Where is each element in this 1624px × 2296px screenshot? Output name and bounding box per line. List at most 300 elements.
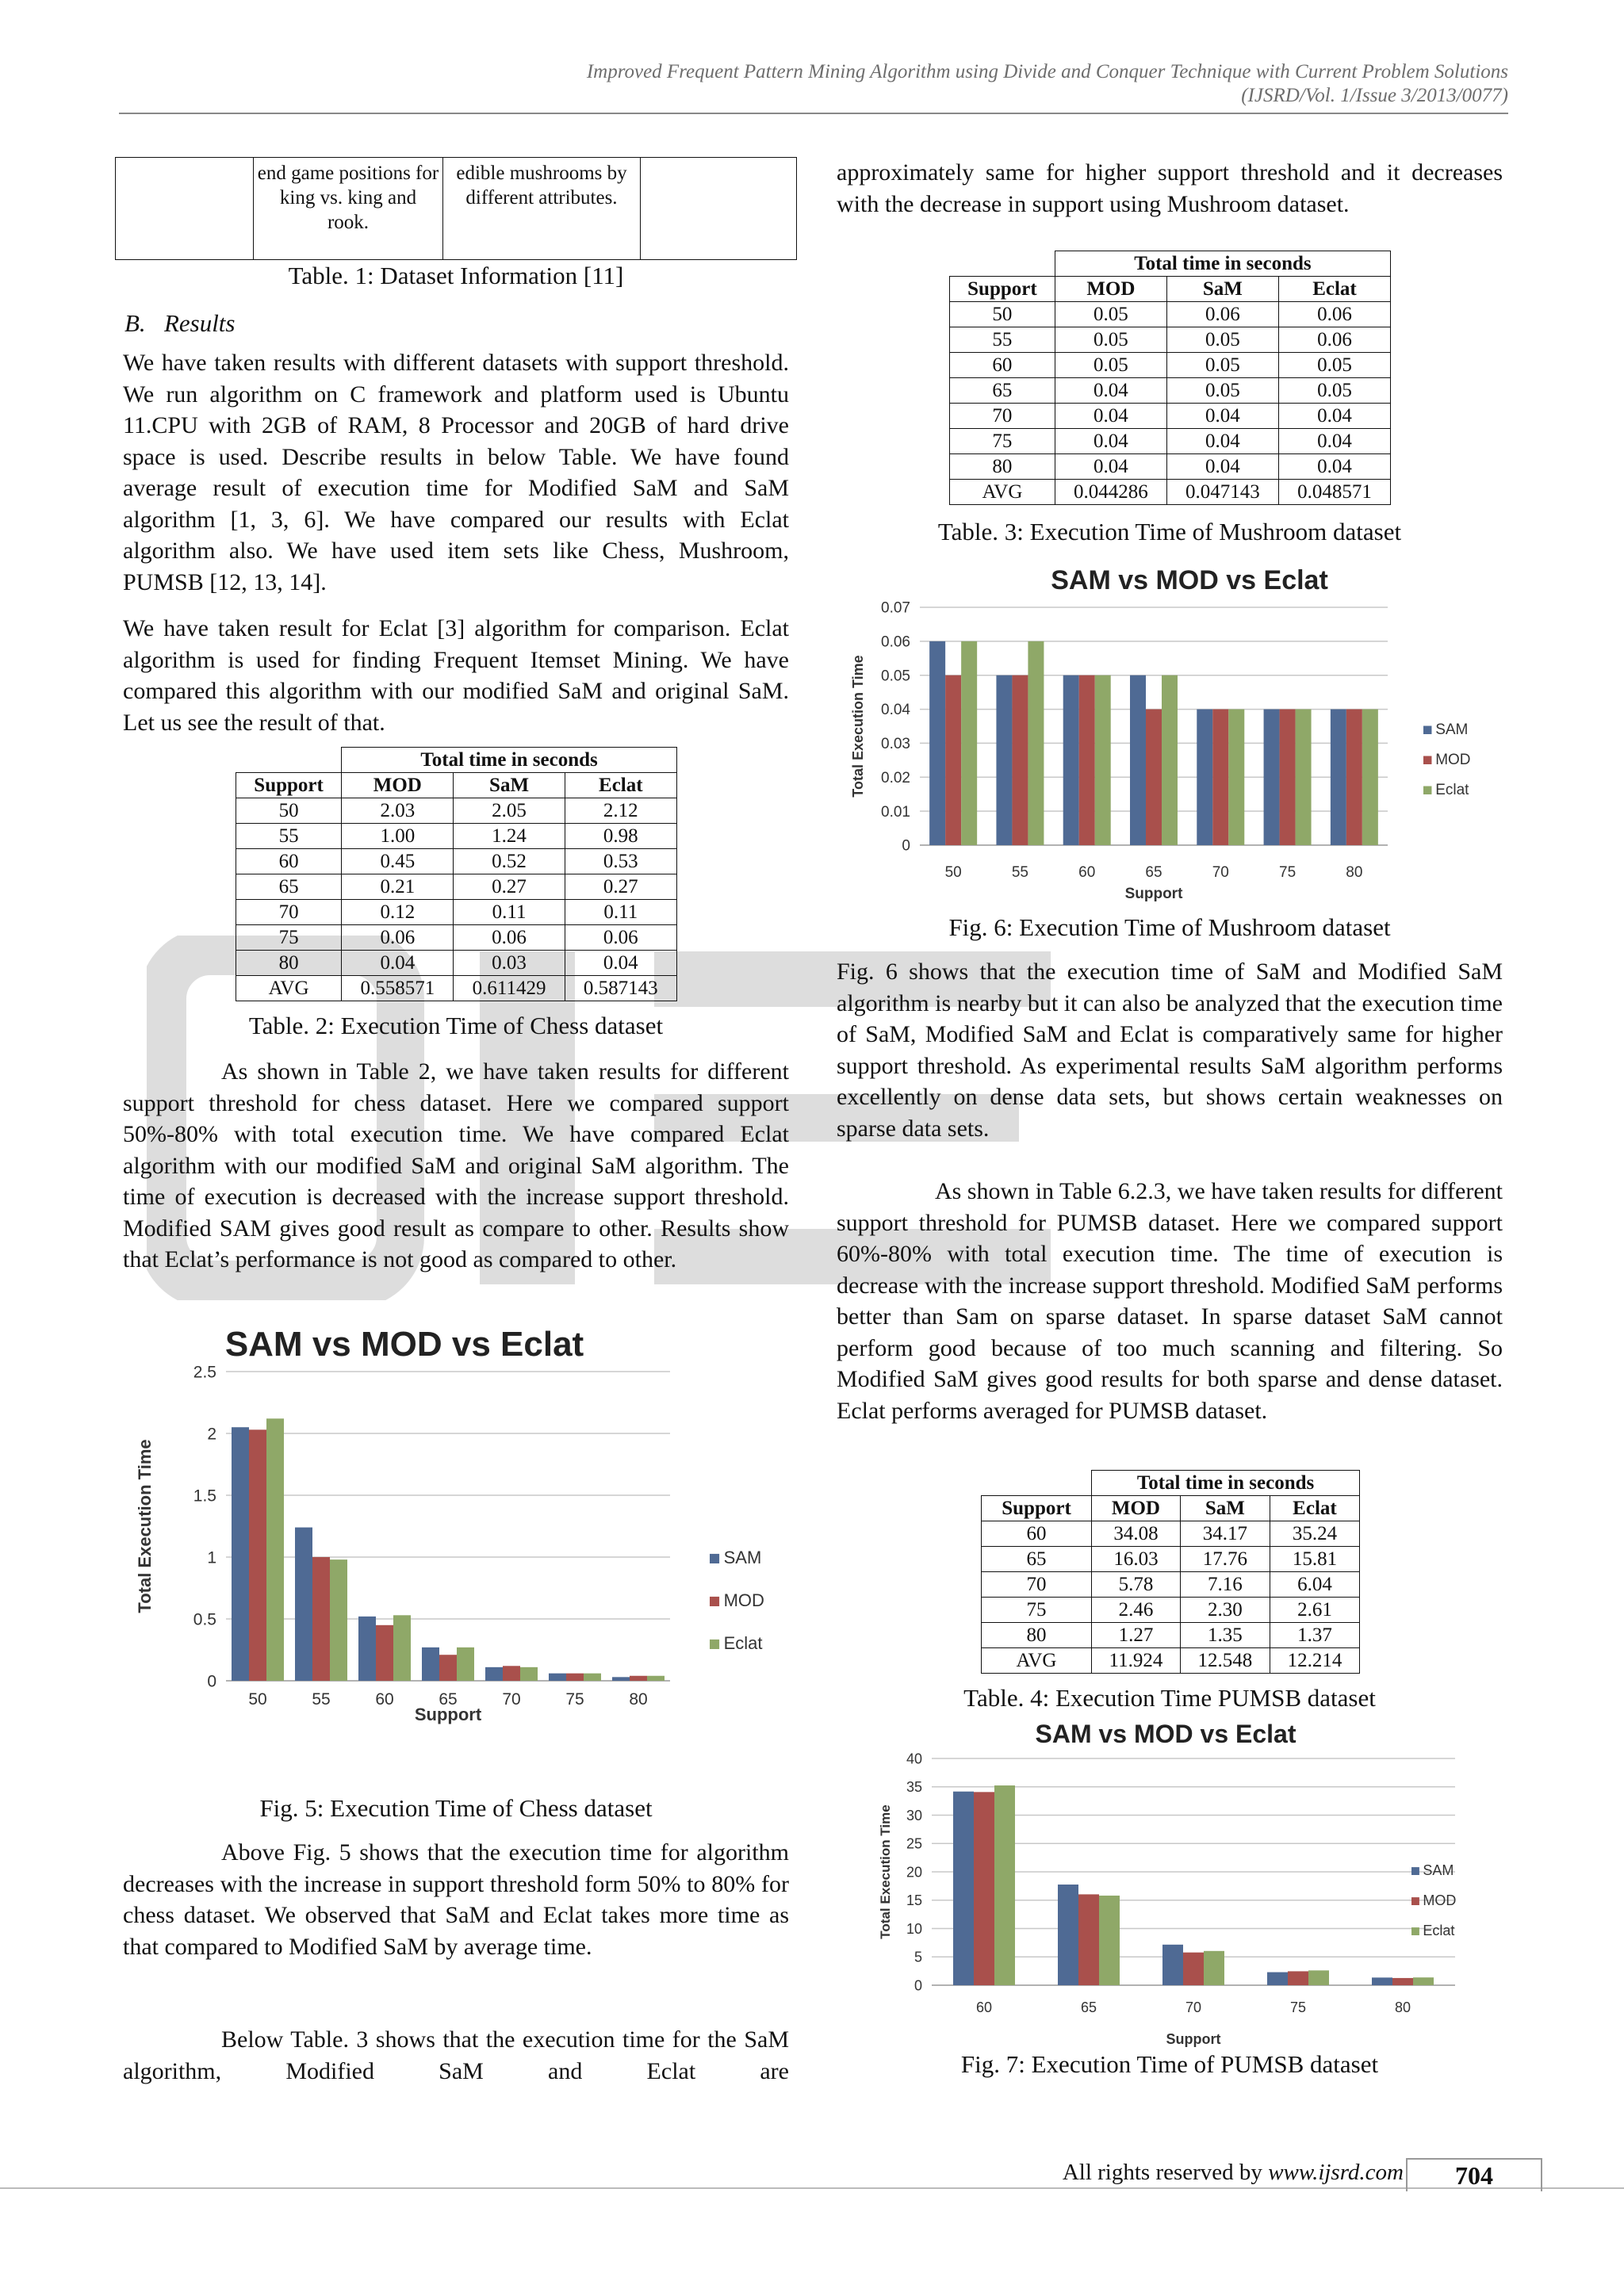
legend-swatch-mod: [1411, 1897, 1419, 1905]
bar-eclat: [330, 1559, 347, 1681]
paragraph-text: As shown in Table 6.2.3, we have taken results for different support threshold for PUMSB dataset. Here we compared support 60%-80% with total execution time. The time of execution is decrease with the increase support threshold. Modified SaM performs better than Sam on sparse dataset. In sparse dataset SaM cannot perform good because of too much scanning and filtering. So Modified SaM gives good results for both sparse and dense dataset. Eclat performs averaged for PUMSB dataset.: [837, 1178, 1503, 1424]
y-tick-label: 2: [207, 1425, 216, 1444]
table-row: [982, 1547, 1360, 1572]
table-cell: 80: [950, 454, 1055, 480]
bar-sam: [1197, 710, 1212, 845]
left-paragraph-2: [123, 613, 789, 738]
y-tick-label: 0: [207, 1672, 216, 1691]
footer-site-link[interactable]: www.ijsrd.com: [1268, 2160, 1404, 2185]
bar-sam: [1063, 675, 1079, 845]
table1-cell: [641, 158, 797, 260]
x-tick-label: 55: [312, 1690, 331, 1709]
legend-swatch-eclat: [1423, 786, 1431, 794]
table-cell: 1.00: [342, 824, 454, 849]
x-axis-label: Support: [1124, 886, 1183, 902]
table-cell: 0.03: [454, 951, 565, 976]
paragraph-text: As shown in Table 2, we have taken results for different support threshold for chess dataset. Here we compared support 50%-80% with total execution time. We have compared Eclat algorithm with our modified SaM and original SaM algorithm. The time of execution is decreased with the increase support threshold. Modified SAM gives good result as compare to other. Results show that Eclat’s performance is not good as compared to other.: [123, 1058, 789, 1272]
col-header: Support: [982, 1496, 1092, 1521]
bar-eclat: [1413, 1977, 1434, 1985]
bar-sam: [1058, 1885, 1078, 1985]
x-tick-label: 65: [439, 1690, 458, 1709]
table-cell: 34.17: [1180, 1521, 1270, 1547]
col-header: Eclat: [565, 773, 676, 798]
table-row: [982, 1521, 1360, 1547]
legend-swatch-mod: [1423, 756, 1431, 764]
table-cell: 12.548: [1180, 1648, 1270, 1674]
bar-mod: [566, 1674, 584, 1681]
y-tick-label: 1: [207, 1548, 216, 1567]
table-cell: 2.46: [1092, 1598, 1181, 1623]
table-cell: 0.06: [565, 925, 676, 951]
table-cell: 0.04: [1166, 454, 1278, 480]
table-cell: 0.53: [565, 849, 676, 874]
y-tick-label: 0.03: [881, 736, 910, 753]
paragraph-text: Below Table. 3 shows that the execution time for the SaM algorithm, Modified SaM and Eclat are: [123, 2026, 789, 2084]
x-tick-label: 70: [1185, 1999, 1202, 2015]
bar-sam: [1130, 675, 1146, 845]
bar-mod: [630, 1676, 647, 1681]
col-header: Support: [236, 773, 342, 798]
bar-mod: [1146, 710, 1162, 845]
table-cell: 65: [950, 378, 1055, 404]
bar-sam: [612, 1677, 630, 1681]
bar-sam: [1372, 1977, 1392, 1985]
bar-eclat: [961, 641, 977, 845]
col-header: SaM: [1180, 1496, 1270, 1521]
table-row: [236, 874, 677, 900]
paper-title-header: Improved Frequent Pattern Mining Algorithm using Divide and Conquer Technique with Current Problem Solutions: [586, 61, 1508, 82]
table-cell: 0.044286: [1055, 480, 1166, 505]
bar-sam: [1264, 710, 1280, 845]
table3-body: [950, 302, 1391, 505]
paragraph-text: We have taken results with different datasets with support threshold. We run algorithm on C framework and platform used is Ubuntu 11.CPU with 2GB of RAM, 8 Processor and 20GB of hard drive space is used. Describe results in below Table. We have found average result of execution time for Modified SaM and SaM algorithm [1, 3, 6]. We have compared our results with Eclat algorithm also. We have used item sets like Chess, Mushroom, PUMSB [12, 13, 14].: [123, 350, 789, 595]
table-cell: 0.04: [1055, 404, 1166, 429]
right-paragraph-3: [837, 1176, 1503, 1426]
y-tick-label: 1.5: [193, 1487, 216, 1506]
y-tick-label: 15: [906, 1892, 922, 1909]
table-cell: 75: [236, 925, 342, 951]
table-cell: 0.98: [565, 824, 676, 849]
table-cell: 0.06: [1278, 327, 1390, 353]
left-paragraph-1: [123, 347, 789, 598]
col-header: MOD: [342, 773, 454, 798]
table-cell: 75: [950, 429, 1055, 454]
table-row: [950, 327, 1391, 353]
table-cell: 0.04: [342, 951, 454, 976]
x-axis-label: Support: [414, 1705, 482, 1724]
table-cell: 1.27: [1092, 1623, 1181, 1648]
col-header: MOD: [1092, 1496, 1181, 1521]
bar-eclat: [1028, 641, 1044, 845]
y-axis-label: Total Execution Time: [850, 655, 866, 798]
x-tick-label: 65: [1080, 1999, 1097, 2015]
table-row: [950, 302, 1391, 327]
journal-issue: (IJSRD/Vol. 1/Issue 3/2013/0077): [1241, 85, 1508, 106]
bar-eclat: [1204, 1951, 1224, 1985]
table-cell: 50: [950, 302, 1055, 327]
table-row: [982, 1623, 1360, 1648]
col-header: Eclat: [1270, 1496, 1359, 1521]
y-tick-label: 2.5: [193, 1363, 216, 1382]
y-tick-label: 0.05: [881, 668, 910, 685]
table-cell: 80: [982, 1623, 1092, 1648]
table-row: [236, 976, 677, 1001]
x-tick-label: 50: [944, 864, 962, 881]
table-cell: 55: [236, 824, 342, 849]
table-cell: 0.05: [1166, 353, 1278, 378]
table-row: [950, 404, 1391, 429]
table3-mushroom: [949, 251, 1391, 505]
left-paragraph-3: [123, 1056, 789, 1276]
fig5-chart: [127, 1308, 825, 1784]
table-row: [236, 951, 677, 976]
left-paragraph-4: [123, 1837, 789, 1962]
bar-eclat: [1362, 710, 1378, 845]
chart-title: SAM vs MOD vs Eclat: [1035, 1720, 1297, 1748]
x-tick-label: 80: [629, 1690, 648, 1709]
table4-pumsb: [981, 1470, 1360, 1674]
table-cell: 0.04: [1278, 404, 1390, 429]
table-corner: [236, 748, 342, 773]
x-tick-label: 50: [248, 1690, 267, 1709]
table-cell: 15.81: [1270, 1547, 1359, 1572]
header-rule: [119, 113, 1508, 114]
table-cell: 0.05: [1278, 353, 1390, 378]
table-row: [236, 798, 677, 824]
table2-group-header: Total time in seconds: [342, 748, 677, 773]
table-cell: 0.06: [454, 925, 565, 951]
table-row: [236, 849, 677, 874]
y-tick-label: 25: [906, 1835, 922, 1852]
table-cell: 0.611429: [454, 976, 565, 1001]
y-tick-label: 35: [906, 1779, 922, 1796]
bar-sam: [996, 675, 1012, 845]
table-cell: AVG: [236, 976, 342, 1001]
table-row: [950, 480, 1391, 505]
table-cell: 6.04: [1270, 1572, 1359, 1598]
bar-mod: [1079, 675, 1095, 845]
table-cell: 0.05: [1055, 302, 1166, 327]
chart-title: SAM vs MOD vs Eclat: [224, 1325, 584, 1364]
bar-mod: [1392, 1978, 1413, 1985]
col-header: SaM: [454, 773, 565, 798]
y-tick-label: 0.06: [881, 633, 910, 651]
x-tick-label: 75: [1279, 864, 1297, 881]
right-paragraph-2: [837, 956, 1503, 1144]
section-label: B.: [124, 309, 146, 337]
bar-mod: [945, 675, 961, 845]
table-cell: 0.04: [1166, 404, 1278, 429]
bar-eclat: [393, 1615, 411, 1681]
table-cell: 0.587143: [565, 976, 676, 1001]
table-cell: 70: [950, 404, 1055, 429]
y-tick-label: 0.01: [881, 803, 910, 821]
x-axis-label: Support: [1166, 2031, 1221, 2047]
bar-eclat: [1296, 710, 1312, 845]
table-cell: 16.03: [1092, 1547, 1181, 1572]
table-row: [236, 925, 677, 951]
y-tick-label: 0: [902, 837, 910, 855]
table-cell: 0.45: [342, 849, 454, 874]
table-cell: 65: [982, 1547, 1092, 1572]
legend-label: Eclat: [1435, 782, 1469, 798]
fig6-chart: [841, 561, 1491, 910]
table1-dataset-info: [115, 157, 797, 260]
table-cell: 55: [950, 327, 1055, 353]
table-cell: 60: [982, 1521, 1092, 1547]
bar-sam: [929, 641, 945, 845]
bar-sam: [1162, 1945, 1183, 1985]
table-cell: 11.924: [1092, 1648, 1181, 1674]
legend-swatch-sam: [1411, 1867, 1419, 1875]
table-cell: 0.05: [1166, 327, 1278, 353]
footer-rights-text: All rights reserved by: [1062, 2160, 1269, 2185]
table-row: [982, 1648, 1360, 1674]
table-row: [950, 353, 1391, 378]
bar-mod: [1280, 710, 1296, 845]
table-cell: 0.04: [1055, 429, 1166, 454]
table-row: [236, 824, 677, 849]
x-tick-label: 80: [1346, 864, 1363, 881]
bar-eclat: [1095, 675, 1111, 845]
x-tick-label: 60: [1078, 864, 1096, 881]
fig7-chart: [856, 1717, 1475, 2058]
legend-swatch-sam: [710, 1554, 719, 1563]
table1-cell: [116, 158, 254, 260]
bar-sam: [953, 1792, 974, 1985]
table3-group-header: Total time in seconds: [1055, 251, 1390, 277]
table-cell: 1.24: [454, 824, 565, 849]
bar-sam: [232, 1427, 249, 1681]
table1-cell: edible mushrooms by different attributes.: [443, 158, 641, 260]
table-cell: 2.03: [342, 798, 454, 824]
table2-caption: Table. 2: Execution Time of Chess dataset: [248, 1012, 664, 1039]
table-row: [950, 454, 1391, 480]
table-cell: 2.61: [1270, 1598, 1359, 1623]
table-cell: 35.24: [1270, 1521, 1359, 1547]
table1-caption: Table. 1: Dataset Information [11]: [288, 262, 624, 289]
table-row: [950, 429, 1391, 454]
table4-body: [982, 1521, 1360, 1674]
table-corner: [982, 1471, 1092, 1496]
table-cell: 0.11: [454, 900, 565, 925]
table-row: [982, 1572, 1360, 1598]
table-cell: 0.21: [342, 874, 454, 900]
y-tick-label: 0: [914, 1977, 922, 1994]
bar-eclat: [1308, 1970, 1329, 1985]
table-cell: 0.27: [565, 874, 676, 900]
col-header: Eclat: [1278, 277, 1390, 302]
legend-swatch-sam: [1423, 726, 1431, 734]
y-tick-label: 10: [906, 1920, 922, 1937]
table-cell: 2.12: [565, 798, 676, 824]
col-header: Support: [950, 277, 1055, 302]
bar-eclat: [1228, 710, 1244, 845]
bar-mod: [312, 1557, 330, 1681]
table-cell: 1.35: [1180, 1623, 1270, 1648]
table-cell: 17.76: [1180, 1547, 1270, 1572]
bar-mod: [1078, 1894, 1099, 1985]
y-tick-label: 0.02: [881, 769, 910, 786]
table-cell: 70: [982, 1572, 1092, 1598]
table-cell: AVG: [950, 480, 1055, 505]
page-number: 704: [1406, 2158, 1542, 2191]
bar-sam: [485, 1667, 503, 1681]
table-cell: 0.11: [565, 900, 676, 925]
x-tick-label: 65: [1145, 864, 1162, 881]
table-cell: 2.05: [454, 798, 565, 824]
x-tick-label: 75: [1289, 1999, 1307, 2015]
table-row: [236, 900, 677, 925]
table-cell: 0.06: [1278, 302, 1390, 327]
bar-mod: [1288, 1971, 1308, 1985]
bar-sam: [1267, 1973, 1288, 1985]
bar-sam: [422, 1647, 439, 1681]
table-cell: 75: [982, 1598, 1092, 1623]
col-header: SaM: [1166, 277, 1278, 302]
x-tick-label: 60: [975, 1999, 993, 2015]
legend-label: Eclat: [1423, 1923, 1455, 1938]
x-tick-label: 60: [375, 1690, 394, 1709]
bar-sam: [295, 1528, 312, 1681]
table2-chess: [236, 747, 677, 1001]
bar-eclat: [1099, 1896, 1120, 1985]
table-cell: 12.214: [1270, 1648, 1359, 1674]
y-tick-label: 0.07: [881, 599, 910, 617]
section-title: Results: [163, 309, 236, 337]
table4-caption: Table. 4: Execution Time PUMSB dataset: [963, 1684, 1376, 1712]
legend-label: SAM: [723, 1548, 762, 1567]
bar-eclat: [520, 1667, 538, 1681]
table-row: [950, 378, 1391, 404]
bar-eclat: [457, 1647, 474, 1681]
table-cell: 7.16: [1180, 1572, 1270, 1598]
table-cell: 0.04: [565, 951, 676, 976]
table-cell: 0.05: [1055, 353, 1166, 378]
y-tick-label: 40: [906, 1751, 922, 1767]
table-cell: 0.05: [1166, 378, 1278, 404]
table-cell: 60: [950, 353, 1055, 378]
bar-sam: [1331, 710, 1346, 845]
y-axis-label: Total Execution Time: [135, 1439, 155, 1613]
y-tick-label: 0.04: [881, 702, 910, 719]
legend-swatch-eclat: [710, 1640, 719, 1649]
fig7-caption: Fig. 7: Execution Time of PUMSB dataset: [960, 2050, 1379, 2078]
bar-eclat: [1162, 675, 1178, 845]
table-row: [982, 1598, 1360, 1623]
legend-label: Eclat: [723, 1633, 763, 1653]
bar-sam: [358, 1617, 376, 1681]
table-cell: 0.04: [1055, 454, 1166, 480]
fig6-caption: Fig. 6: Execution Time of Mushroom dataset: [948, 913, 1391, 941]
legend-label: MOD: [1423, 1892, 1457, 1908]
table2-body: [236, 798, 677, 1001]
table-cell: 50: [236, 798, 342, 824]
table-cell: 0.04: [1055, 378, 1166, 404]
footer-rule: [0, 2187, 1624, 2189]
paragraph-text: approximately same for higher support threshold and it decreases with the decrease in support using Mushroom dataset.: [837, 159, 1503, 217]
y-tick-label: 30: [906, 1807, 922, 1823]
x-tick-label: 55: [1011, 864, 1028, 881]
table-corner: [950, 251, 1055, 277]
legend-label: SAM: [1423, 1862, 1454, 1878]
table-cell: 0.05: [1055, 327, 1166, 353]
bar-mod: [1012, 675, 1028, 845]
table-cell: 0.047143: [1166, 480, 1278, 505]
table-cell: 0.048571: [1278, 480, 1390, 505]
legend-label: MOD: [723, 1590, 764, 1610]
right-paragraph-1: [837, 157, 1503, 220]
table-cell: 0.27: [454, 874, 565, 900]
table-cell: 0.558571: [342, 976, 454, 1001]
legend-swatch-eclat: [1411, 1927, 1419, 1935]
paragraph-text: Above Fig. 5 shows that the execution time for algorithm decreases with the increase in support threshold form 50% to 80% for chess dataset. We observed that SaM and Eclat takes more time as that compared to Modified SaM by average time.: [123, 1839, 789, 1960]
table-cell: 0.52: [454, 849, 565, 874]
bar-mod: [249, 1429, 266, 1681]
table-cell: 2.30: [1180, 1598, 1270, 1623]
y-tick-label: 0.5: [193, 1610, 216, 1629]
table-cell: 65: [236, 874, 342, 900]
section-heading: [124, 309, 236, 338]
paragraph-text: Fig. 6 shows that the execution time of SaM and Modified SaM algorithm is nearby but it can also be analyzed that the execution time of SaM, Modified SaM and Eclat is comparatively same for higher support threshold. As experimental results SaM algorithm performs excellently on dense data sets, but shows certain weaknesses on sparse data sets.: [837, 959, 1503, 1142]
legend-swatch-mod: [710, 1597, 719, 1606]
table-cell: AVG: [982, 1648, 1092, 1674]
bar-eclat: [266, 1418, 284, 1681]
paragraph-text: We have taken result for Eclat [3] algorithm for comparison. Eclat algorithm is used for finding Frequent Itemset Mining. We have compared this algorithm with our modified SaM and original SaM. Let us see the result of that.: [123, 615, 789, 736]
legend-label: SAM: [1435, 721, 1469, 738]
running-header: [319, 60, 1508, 108]
y-tick-label: 20: [906, 1864, 922, 1881]
bar-mod: [1183, 1953, 1204, 1985]
table-cell: 70: [236, 900, 342, 925]
x-tick-label: 80: [1394, 1999, 1411, 2015]
table-cell: 0.05: [1278, 378, 1390, 404]
table-cell: 80: [236, 951, 342, 976]
table-cell: 0.04: [1166, 429, 1278, 454]
y-axis-label: Total Execution Time: [878, 1804, 893, 1939]
table-cell: 0.04: [1278, 429, 1390, 454]
footer-rights: [952, 2160, 1404, 2186]
table-cell: 60: [236, 849, 342, 874]
bar-mod: [1346, 710, 1362, 845]
bar-mod: [439, 1655, 457, 1681]
bar-eclat: [584, 1674, 601, 1681]
bar-mod: [1212, 710, 1228, 845]
bar-mod: [376, 1625, 393, 1681]
table1-cell: end game positions for king vs. king and rook.: [254, 158, 443, 260]
chart-title: SAM vs MOD vs Eclat: [1051, 565, 1328, 595]
bar-sam: [549, 1674, 566, 1681]
bar-mod: [503, 1666, 520, 1681]
table-cell: 1.37: [1270, 1623, 1359, 1648]
col-header: MOD: [1055, 277, 1166, 302]
left-paragraph-5: [123, 2024, 789, 2087]
table-cell: 0.06: [1166, 302, 1278, 327]
fig5-caption: Fig. 5: Execution Time of Chess dataset: [259, 1794, 653, 1822]
table4-group-header: Total time in seconds: [1092, 1471, 1360, 1496]
table-cell: 0.12: [342, 900, 454, 925]
x-tick-label: 75: [565, 1690, 584, 1709]
bar-mod: [974, 1792, 994, 1985]
table-cell: 0.06: [342, 925, 454, 951]
legend-label: MOD: [1435, 752, 1471, 768]
x-tick-label: 70: [1212, 864, 1229, 881]
table-cell: 0.04: [1278, 454, 1390, 480]
table-cell: 34.08: [1092, 1521, 1181, 1547]
bar-eclat: [647, 1676, 665, 1681]
bar-eclat: [994, 1785, 1015, 1985]
x-tick-label: 70: [502, 1690, 521, 1709]
